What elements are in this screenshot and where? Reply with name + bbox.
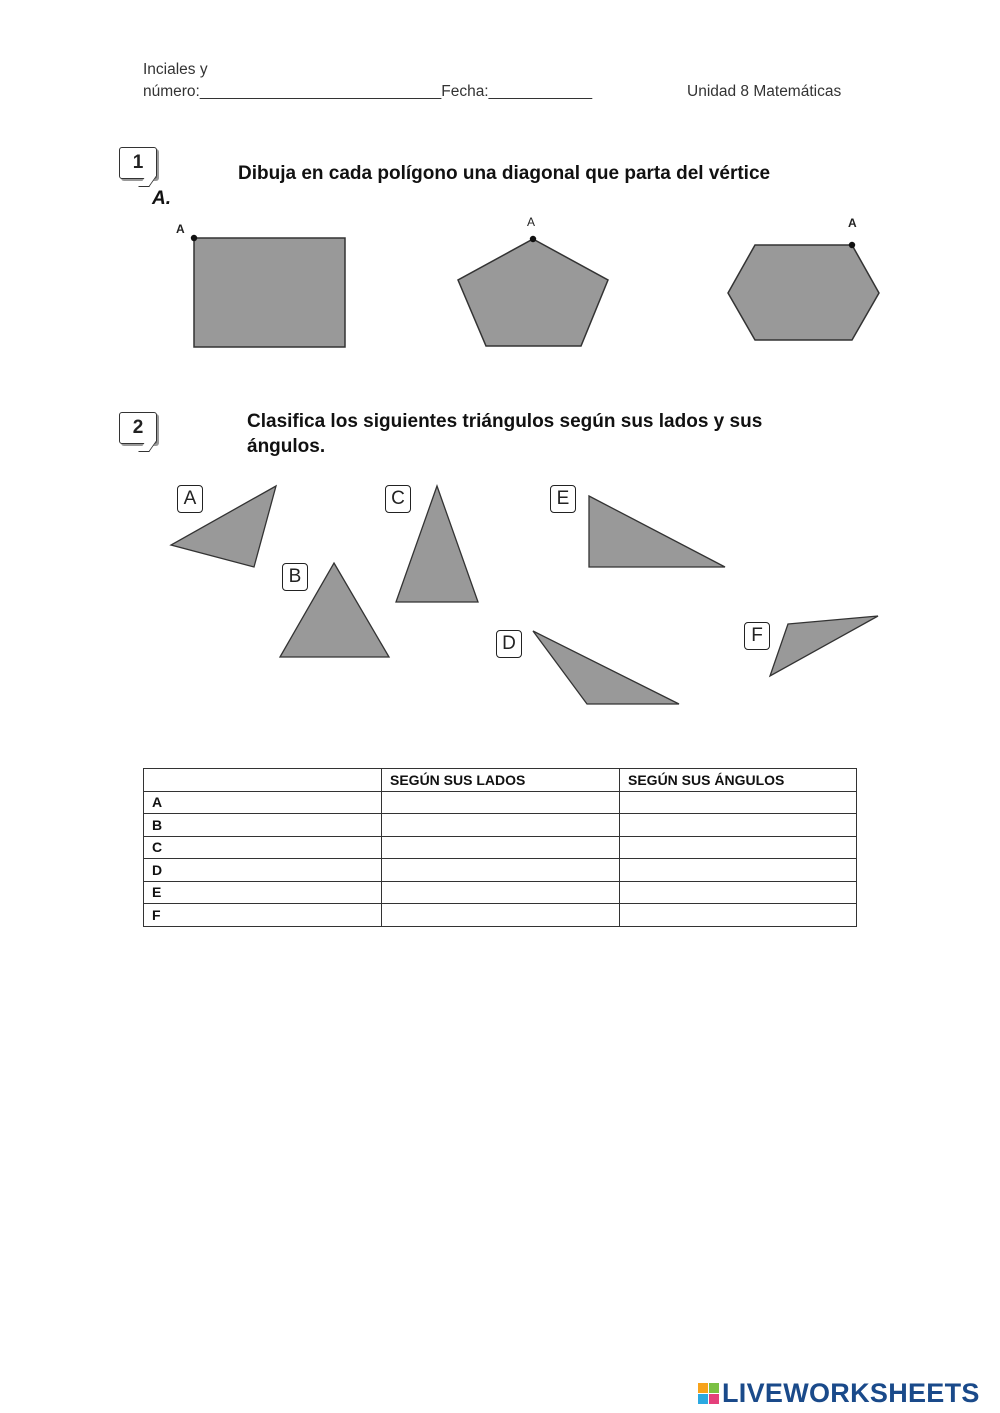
table-row (144, 814, 857, 837)
row-label-e: E (144, 881, 382, 904)
table-header-sides: SEGÚN SUS LADOS (382, 769, 620, 792)
answer-cell-sides-b[interactable] (382, 814, 620, 837)
answer-cell-angles-d[interactable] (620, 859, 857, 882)
header-line-1: Inciales y (143, 61, 208, 78)
rectangle-polygon[interactable] (194, 238, 345, 347)
pentagon-vertex-dot (530, 236, 536, 242)
table-row (144, 859, 857, 882)
table-header-blank (144, 769, 382, 792)
answer-cell-angles-a[interactable] (620, 791, 857, 814)
exercise-1-badge: 1 (119, 147, 157, 179)
row-label-f: F (144, 904, 382, 927)
classification-table (143, 768, 857, 927)
exercise-2-badge: 2 (119, 412, 157, 444)
unit-title: Unidad 8 Matemáticas (687, 83, 842, 100)
triangle-label-a: A (177, 485, 203, 513)
triangle-label-e: E (550, 485, 576, 513)
exercise-2-instruction-line-1: Clasifica los siguientes triángulos según sus lados y sus (247, 411, 763, 432)
hexagon-vertex-dot (849, 242, 855, 248)
liveworksheets-watermark (698, 1378, 980, 1408)
hexagon-polygon[interactable] (728, 245, 879, 340)
liveworksheets-logo-icon (698, 1383, 719, 1404)
answer-cell-angles-e[interactable] (620, 881, 857, 904)
triangle-label-c: C (385, 485, 411, 513)
hexagon-vertex-label: A (848, 216, 857, 230)
pentagon-vertex-label: A (527, 215, 536, 229)
answer-cell-angles-c[interactable] (620, 836, 857, 859)
answer-cell-sides-d[interactable] (382, 859, 620, 882)
answer-cell-sides-e[interactable] (382, 881, 620, 904)
triangle-label-d: D (496, 630, 522, 658)
rectangle-vertex-dot (191, 235, 197, 241)
table-row (144, 881, 857, 904)
table-header-row (144, 769, 857, 792)
triangle-e[interactable] (589, 496, 725, 567)
answer-cell-angles-f[interactable] (620, 904, 857, 927)
pentagon-polygon[interactable] (458, 239, 608, 346)
row-label-d: D (144, 859, 382, 882)
name-date-line: número:____________________________Fecha:____________ (143, 83, 593, 100)
rectangle-vertex-label: A (176, 222, 185, 236)
triangle-f[interactable] (770, 616, 878, 676)
table-row (144, 791, 857, 814)
row-label-b: B (144, 814, 382, 837)
answer-cell-sides-f[interactable] (382, 904, 620, 927)
exercise-2-instruction-line-2: ángulos. (247, 436, 326, 457)
table-row (144, 836, 857, 859)
table-row (144, 904, 857, 927)
exercise-1-instruction: Dibuja en cada polígono una diagonal que parta del vértice (238, 163, 771, 184)
triangle-label-b: B (282, 563, 308, 591)
row-label-c: C (144, 836, 382, 859)
liveworksheets-text: LIVEWORKSHEETS (722, 1377, 980, 1408)
table-header-angles: SEGÚN SUS ÁNGULOS (620, 769, 857, 792)
answer-cell-sides-a[interactable] (382, 791, 620, 814)
answer-cell-sides-c[interactable] (382, 836, 620, 859)
exercise-1-instruction-end: A. (152, 188, 171, 209)
triangle-d[interactable] (533, 631, 679, 704)
row-label-a: A (144, 791, 382, 814)
answer-cell-angles-b[interactable] (620, 814, 857, 837)
triangle-label-f: F (744, 622, 770, 650)
